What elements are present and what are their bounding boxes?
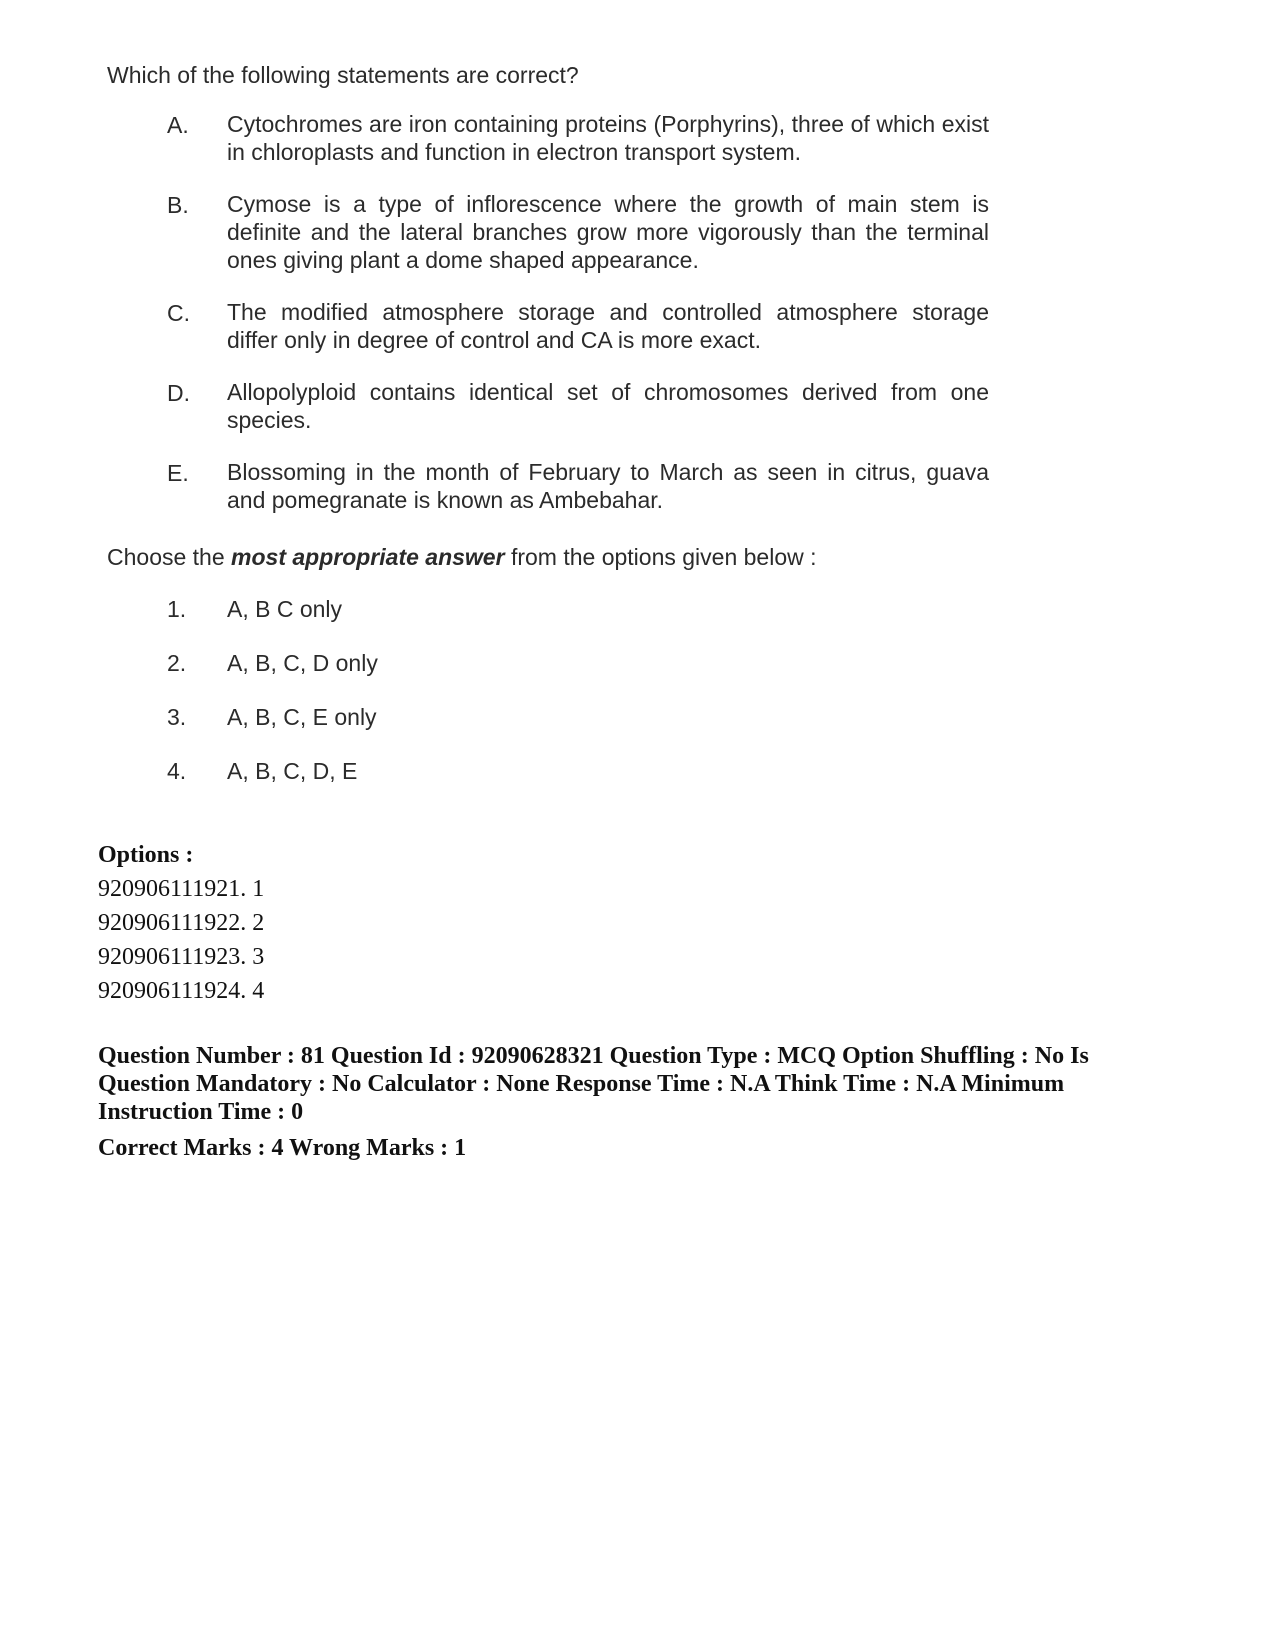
statement-letter: A.: [167, 112, 189, 138]
statement-letter: D.: [167, 380, 190, 406]
choose-emphasis: most appropriate answer: [231, 544, 505, 570]
question-image: [105, 60, 995, 810]
statement-e: [105, 458, 995, 514]
answer-option-4: [105, 756, 995, 786]
answer-option-1: [105, 594, 995, 624]
statement-letter: C.: [167, 300, 190, 326]
answer-number: 3.: [167, 704, 187, 730]
answer-number: 4.: [167, 758, 187, 784]
option-id-1: 920906111921. 1: [98, 876, 265, 902]
statement-text: Cymose is a type of inflorescence where the growth of main stem is definite and the lateral branches grow more vigorously than the terminal ones giving plant a dome shaped appearance.: [227, 191, 989, 273]
question-marks: Correct Marks : 4 Wrong Marks : 1: [98, 1135, 467, 1161]
statement-text: Allopolyploid contains identical set of chromosomes derived from one species.: [227, 379, 989, 433]
statement-a: [105, 110, 995, 166]
answer-option-3: [105, 702, 995, 732]
question-meta: [98, 1042, 1178, 1162]
statement-c: [105, 298, 995, 354]
choose-instruction: [107, 542, 995, 572]
choose-suffix: from the options given below :: [504, 544, 817, 570]
answer-text: A, B, C, D, E: [227, 758, 358, 784]
statement-letter: E.: [167, 460, 189, 486]
answer-text: A, B, C, E only: [227, 704, 377, 730]
option-id-4: 920906111924. 4: [98, 978, 265, 1004]
statement-d: [105, 378, 995, 434]
statement-text: Cytochromes are iron containing proteins (Porphyrins), three of which exist in chloroplasts and function in electron transport system.: [227, 111, 989, 165]
answer-text: A, B C only: [227, 596, 343, 622]
answer-number: 1.: [167, 596, 187, 622]
answer-text: A, B, C, D only: [227, 650, 378, 676]
option-id-3: 920906111923. 3: [98, 944, 265, 970]
statement-text: Blossoming in the month of February to March as seen in citrus, guava and pomegranate is known as Ambebahar.: [227, 459, 989, 513]
question-stem: Which of the following statements are correct?: [107, 62, 579, 88]
question-details: Question Number : 81 Question Id : 92090628321 Question Type : MCQ Option Shuffling : No Is Question Mandatory : No Calculator : None Response Time : N.A Think Time : N.A Minimum Instruction Time : 0: [98, 1043, 1089, 1125]
options-block: [98, 838, 264, 1008]
statement-text: The modified atmosphere storage and controlled atmosphere storage differ only in degree of control and CA is more exact.: [227, 299, 989, 353]
option-id-2: 920906111922. 2: [98, 910, 265, 936]
options-heading: Options :: [98, 842, 194, 868]
choose-prefix: Choose the: [107, 544, 232, 570]
answer-number: 2.: [167, 650, 187, 676]
statement-b: [105, 190, 995, 274]
answer-option-2: [105, 648, 995, 678]
statement-letter: B.: [167, 192, 189, 218]
